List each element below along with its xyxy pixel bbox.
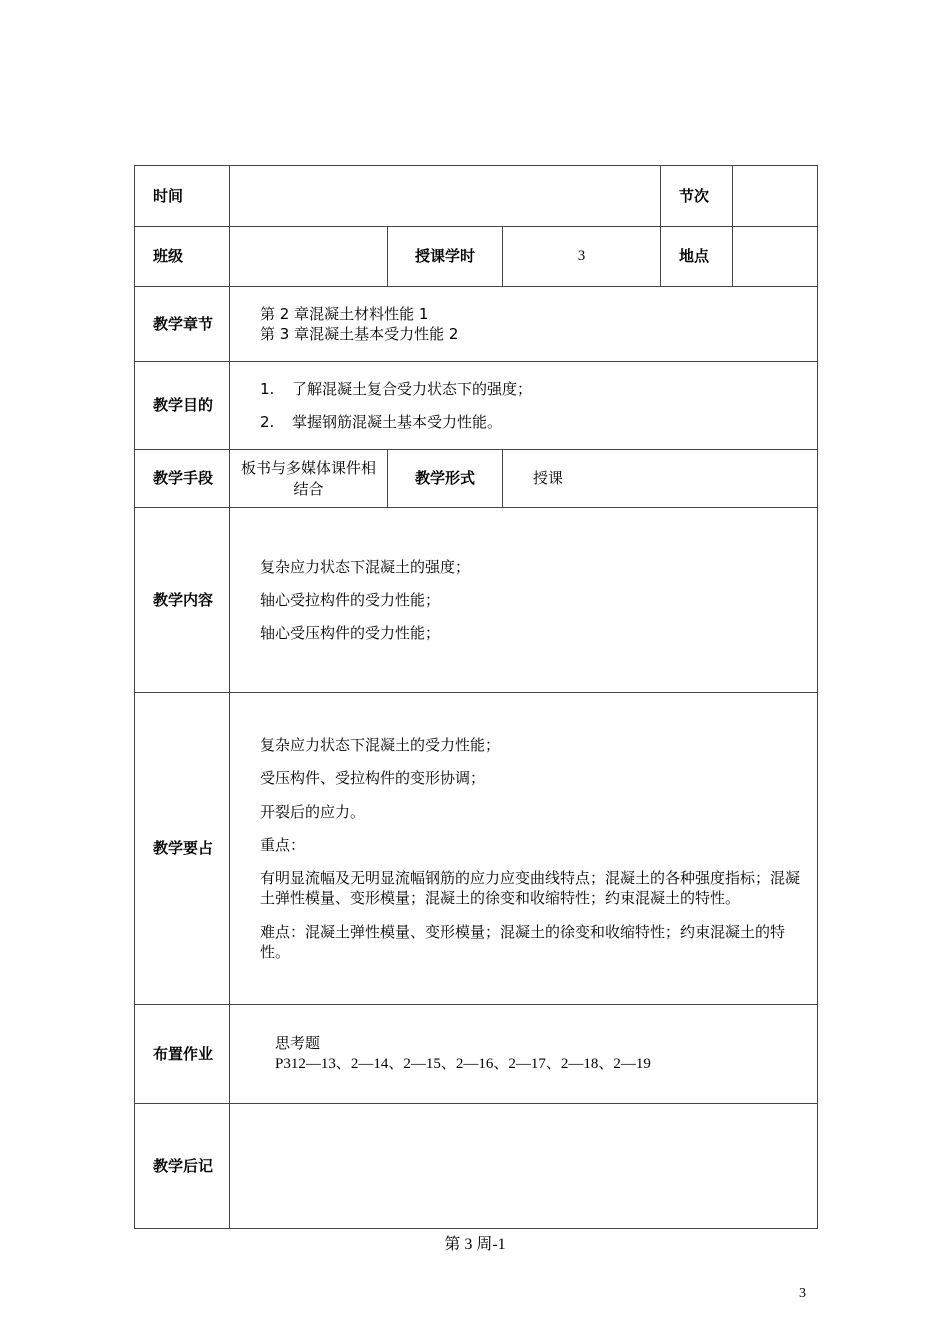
homework-row bbox=[135, 1005, 818, 1104]
keypoint-paragraph: 受压构件、受拉构件的变形协调； bbox=[260, 769, 486, 788]
time-label: 时间 bbox=[135, 166, 230, 227]
objective-content bbox=[230, 362, 818, 450]
lesson-plan-table bbox=[134, 165, 818, 1229]
means-row bbox=[135, 450, 818, 508]
hours-value: 3 bbox=[503, 227, 661, 287]
objective-label: 教学目的 bbox=[135, 362, 230, 450]
content-row bbox=[135, 508, 818, 693]
chapter-line: 第 2 章混凝土材料性能 1 bbox=[260, 304, 429, 323]
content-line: 轴心受压构件的受力性能； bbox=[260, 624, 441, 643]
week-footer: 第 3 周-1 bbox=[444, 1236, 506, 1253]
means-value: 板书与多媒体课件相结合 bbox=[230, 450, 388, 508]
place-value bbox=[733, 227, 818, 287]
page-number: 3 bbox=[799, 1286, 806, 1301]
means-label: 教学手段 bbox=[135, 450, 230, 508]
chapter-row bbox=[135, 287, 818, 362]
keypoint-paragraph: 有明显流幅及无明显流幅钢筋的应力应变曲线特点；混凝土的各种强度指标；混凝土弹性模量、变形模量；混凝土的徐变和收缩特性；约束混凝土的特性。 bbox=[260, 869, 801, 908]
content-line: 复杂应力状态下混凝土的强度； bbox=[260, 557, 471, 576]
objective-item bbox=[260, 379, 811, 399]
section-label: 节次 bbox=[661, 166, 733, 227]
keypoints-body bbox=[230, 693, 818, 1005]
reflection-label: 教学后记 bbox=[135, 1104, 230, 1229]
place-label: 地点 bbox=[661, 227, 733, 287]
homework-body bbox=[230, 1005, 818, 1104]
hours-label: 授课学时 bbox=[388, 227, 503, 287]
homework-line: 思考题 bbox=[275, 1035, 321, 1052]
class-row bbox=[135, 227, 818, 287]
time-value bbox=[230, 166, 661, 227]
reflection-value bbox=[230, 1104, 818, 1229]
class-label: 班级 bbox=[135, 227, 230, 287]
objective-number: 1. bbox=[260, 379, 275, 398]
content-label: 教学内容 bbox=[135, 508, 230, 693]
objective-row bbox=[135, 362, 818, 450]
keypoint-paragraph: 重点： bbox=[260, 835, 306, 854]
objective-text: 掌握钢筋混凝土基本受力性能。 bbox=[292, 413, 503, 431]
keypoint-paragraph: 开裂后的应力。 bbox=[260, 802, 366, 821]
chapter-content bbox=[230, 287, 818, 362]
content-body bbox=[230, 508, 818, 693]
section-value bbox=[733, 166, 818, 227]
chapter-label: 教学章节 bbox=[135, 287, 230, 362]
form-label: 教学形式 bbox=[388, 450, 503, 508]
reflection-row bbox=[135, 1104, 818, 1229]
keypoint-paragraph: 难点：混凝土弹性模量、变形模量；混凝土的徐变和收缩特性；约束混凝土的特性。 bbox=[260, 922, 786, 961]
homework-line: P312—13、2—14、2—15、2—16、2—17、2—18、2—19 bbox=[275, 1056, 651, 1072]
objective-number: 2. bbox=[260, 413, 275, 431]
chapter-line: 第 3 章混凝土基本受力性能 2 bbox=[260, 325, 459, 343]
objective-text: 了解混凝土复合受力状态下的强度； bbox=[292, 379, 533, 398]
keypoints-label: 教学要占 bbox=[135, 693, 230, 1005]
homework-label: 布置作业 bbox=[135, 1005, 230, 1104]
content-line: 轴心受拉构件的受力性能； bbox=[260, 590, 441, 609]
keypoints-row bbox=[135, 693, 818, 1005]
class-value bbox=[230, 227, 388, 287]
objective-item bbox=[260, 412, 811, 432]
time-row bbox=[135, 166, 818, 227]
keypoint-paragraph: 复杂应力状态下混凝土的受力性能； bbox=[260, 736, 501, 754]
form-value: 授课 bbox=[503, 450, 818, 508]
